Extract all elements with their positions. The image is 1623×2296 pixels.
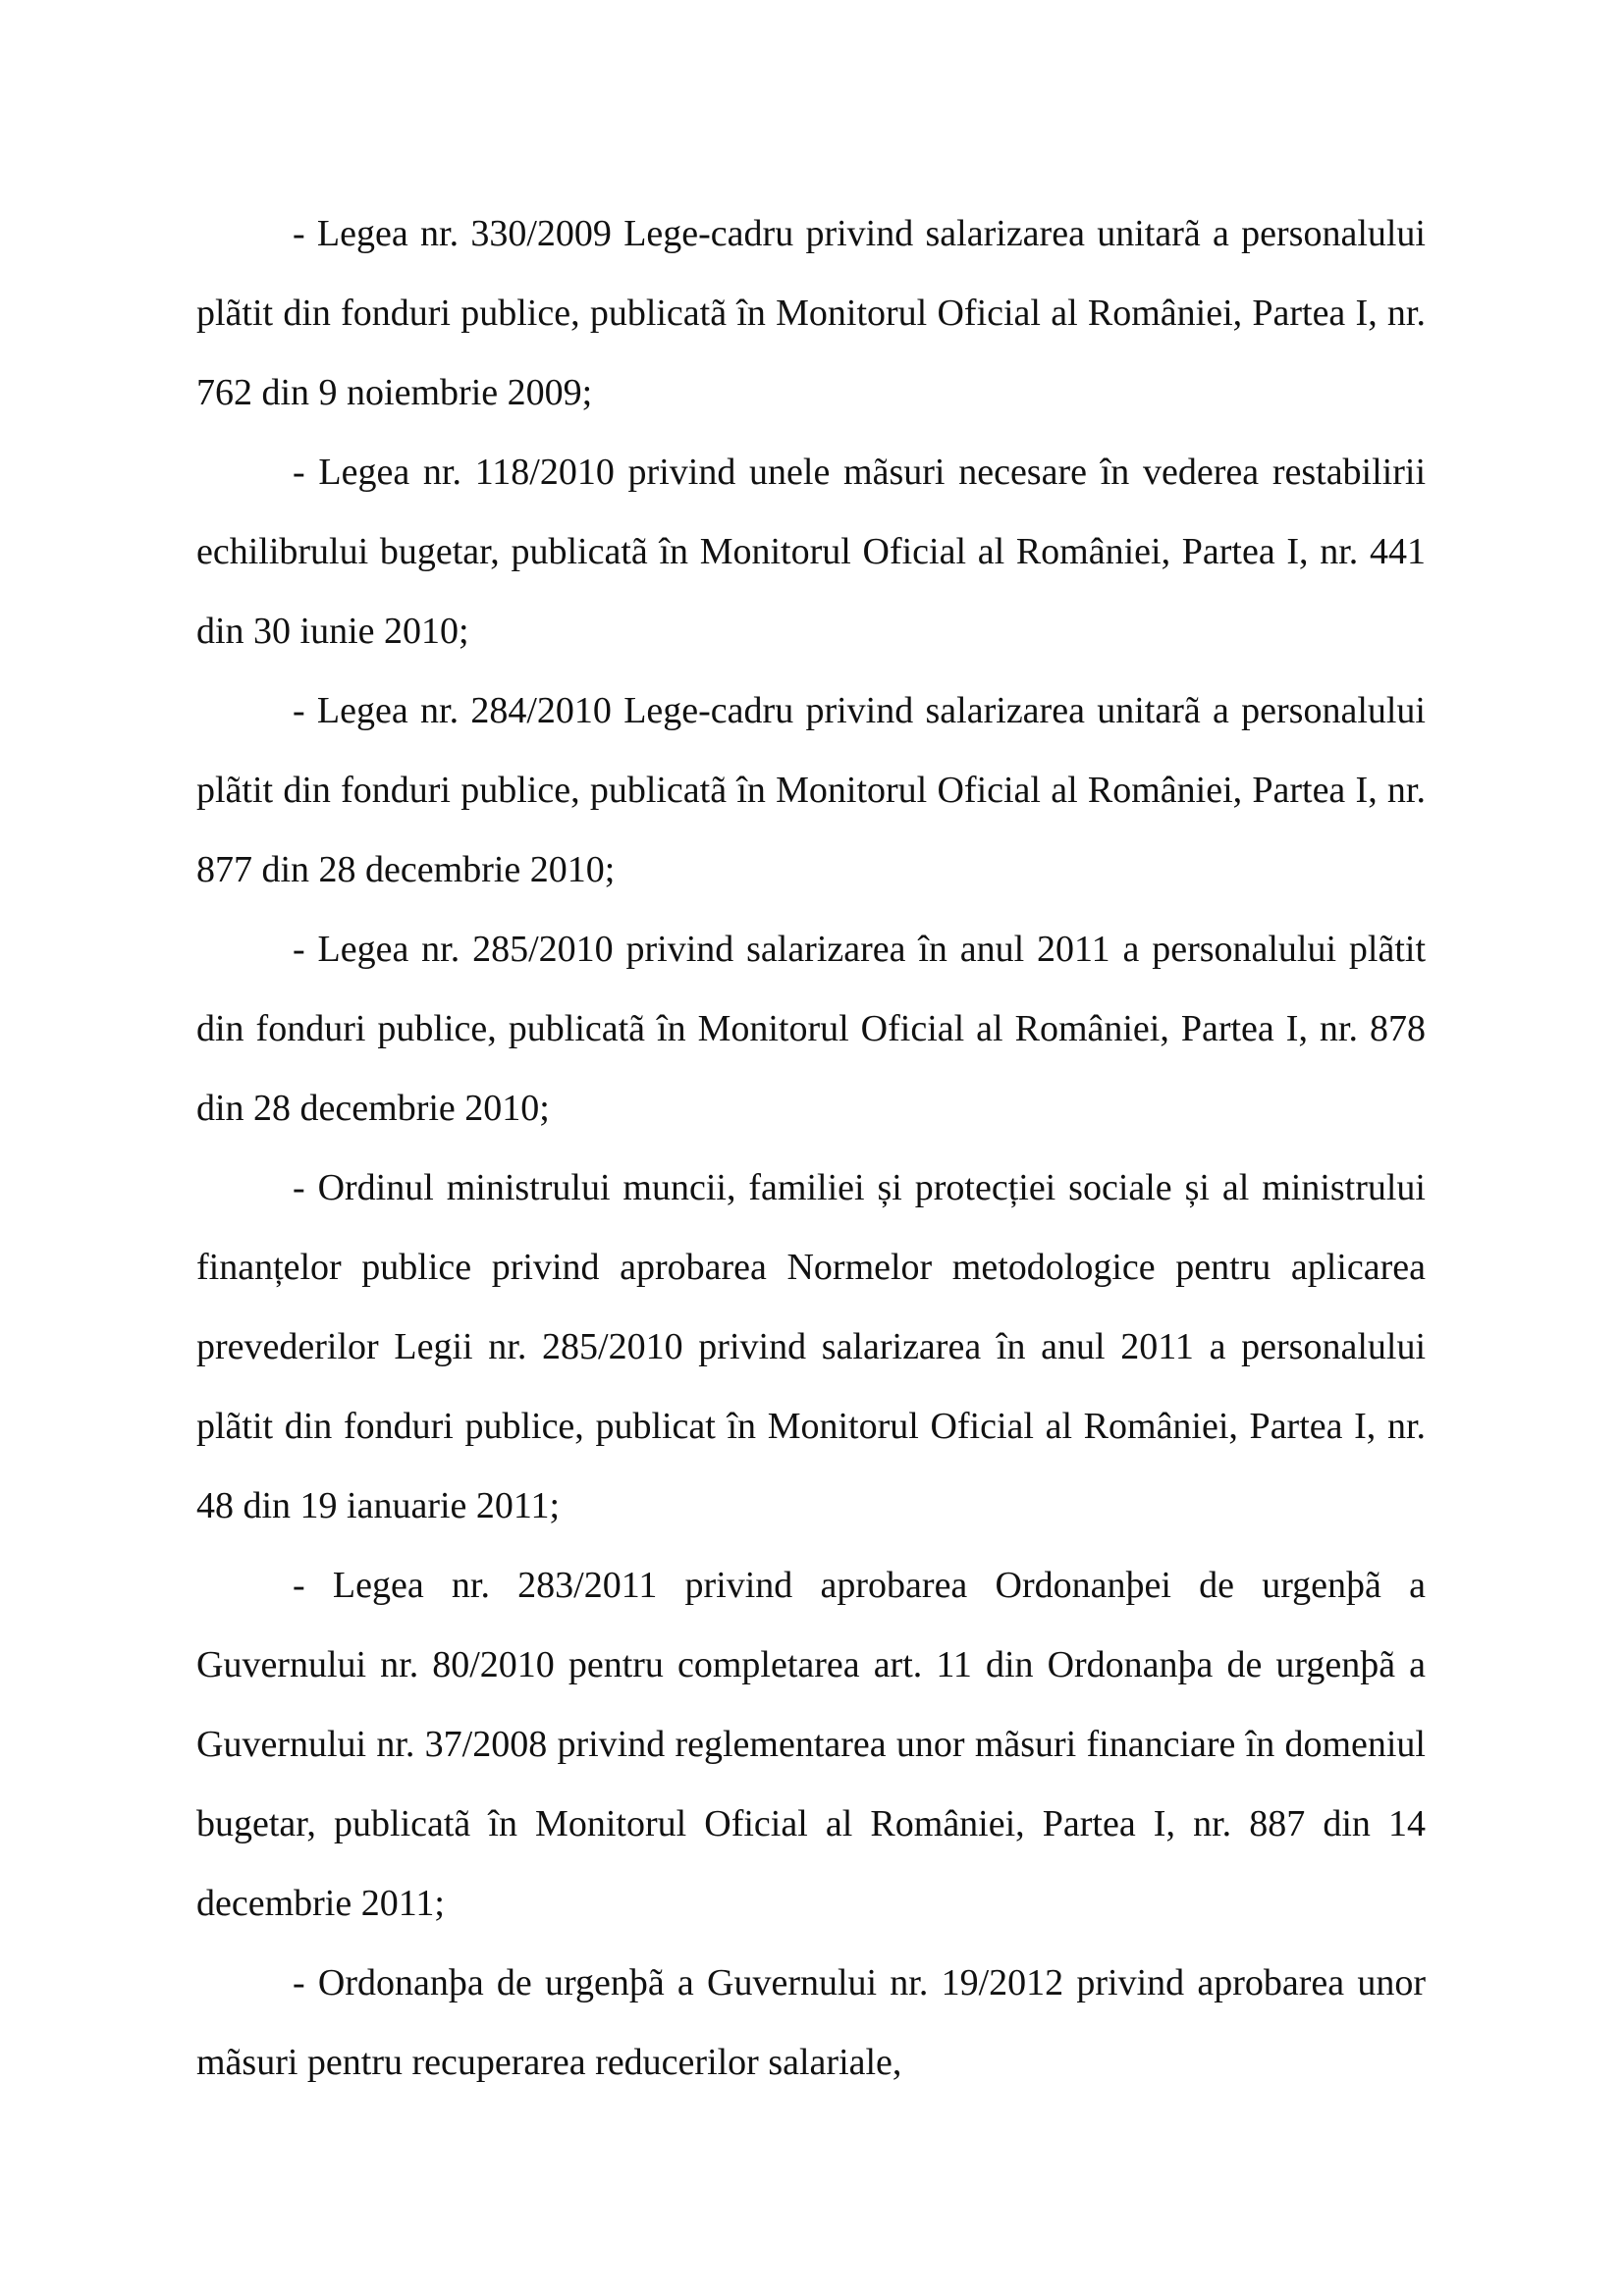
paragraph-ordinul-ministrului: - Ordinul ministrului muncii, familiei și protecției sociale și al ministrului finanțelor publice privind aprobarea Normelor metodologice pentru aplicarea prevederilor Legii nr. 285/2010 privind salarizarea în anul 2011 a personalului plãtit din fonduri publice, publicat în Monitorul Oficial al României, Partea I, nr. 48 din 19 ianuarie 2011; <box>196 1167 1426 1526</box>
paragraph-oug-19-2012: - Ordonanþa de urgenþã a Guvernului nr. 19/2012 privind aprobarea unor mãsuri pentru recuperarea reducerilor salariale, <box>196 1962 1426 2083</box>
paragraph-legea-284-2010: - Legea nr. 284/2010 Lege-cadru privind salarizarea unitarã a personalului plãtit din fonduri publice, publicatã în Monitorul Oficial al României, Partea I, nr. 877 din 28 decembrie 2010; <box>196 690 1426 890</box>
paragraph-legea-118-2010: - Legea nr. 118/2010 privind unele mãsuri necesare în vederea restabilirii echilibrului bugetar, publicatã în Monitorul Oficial al României, Partea I, nr. 441 din 30 iunie 2010; <box>196 452 1426 652</box>
paragraph-legea-283-2011: - Legea nr. 283/2011 privind aprobarea Ordonanþei de urgenþã a Guvernului nr. 80/2010 pentru completarea art. 11 din Ordonanþa de urgenþã a Guvernului nr. 37/2008 privind reglementarea unor mãsuri financiare în domeniul bugetar, publicatã în Monitorul Oficial al României, Partea I, nr. 887 din 14 decembrie 2011; <box>196 1565 1426 1924</box>
document-page <box>196 194 1426 2103</box>
paragraph-legea-330-2009: - Legea nr. 330/2009 Lege-cadru privind salarizarea unitarã a personalului plãtit din fonduri publice, publicatã în Monitorul Oficial al României, Partea I, nr. 762 din 9 noiembrie 2009; <box>196 213 1426 413</box>
paragraph-legea-285-2010: - Legea nr. 285/2010 privind salarizarea în anul 2011 a personalului plãtit din fonduri publice, publicatã în Monitorul Oficial al României, Partea I, nr. 878 din 28 decembrie 2010; <box>196 929 1426 1129</box>
